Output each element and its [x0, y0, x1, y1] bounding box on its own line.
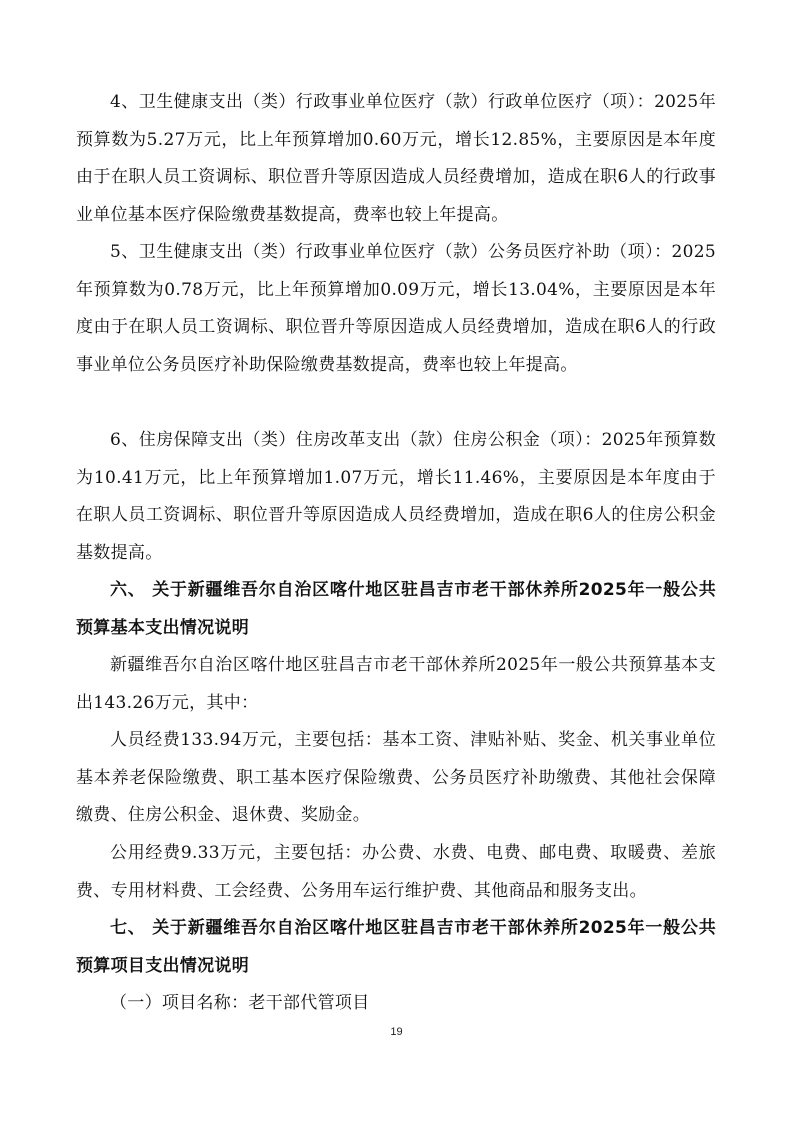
paragraph-item-4-health-admin-medical: 4、卫生健康支出（类）行政事业单位医疗（款）行政单位医疗（项）：2025年预算数为5.27万元，比上年预算增加0.60万元，增长12.85%，主要原因是本年度由于在职人员工资调标、职位晋升等原因造成人员经费增加，造成在职6人的行政事业单位基本医疗保险缴费基数提高，费率也较上年提高。	[76, 92, 716, 225]
paragraph-basic-expenditure-total: 新疆维吾尔自治区喀什地区驻昌吉市老干部休养所2025年一般公共预算基本支出143.26万元，其中：	[76, 655, 716, 713]
paragraph-project-name: （一）项目名称：老干部代管项目	[110, 993, 370, 1013]
paragraph-personnel-expenses: 人员经费133.94万元，主要包括：基本工资、津贴补贴、奖金、机关事业单位基本养老保险缴费、职工基本医疗保险缴费、公务员医疗补助缴费、其他社会保障缴费、住房公积金、退休费、奖励金。	[76, 730, 716, 825]
page-number: 19	[390, 1026, 403, 1038]
paragraph-public-expenses: 公用经费9.33万元，主要包括：办公费、水费、电费、邮电费、取暖费、差旅费、专用材料费、工会经费、公务用车运行维护费、其他商品和服务支出。	[76, 843, 716, 901]
paragraph-item-5-civil-servant-medical: 5、卫生健康支出（类）行政事业单位医疗（款）公务员医疗补助（项）：2025年预算数为0.78万元，比上年预算增加0.09万元，增长13.04%，主要原因是本年度由于在职人员工资调标、职位晋升等原因造成人员经费增加，造成在职6人的行政事业单位公务员医疗补助保险缴费基数提高，费率也较上年提高。	[76, 242, 716, 375]
section-heading-6-basic-expenditure: 六、 关于新疆维吾尔自治区喀什地区驻昌吉市老干部休养所2025年一般公共预算基本支出情况说明	[76, 580, 716, 638]
section-heading-7-project-expenditure: 七、 关于新疆维吾尔自治区喀什地区驻昌吉市老干部休养所2025年一般公共预算项目支出情况说明	[76, 918, 716, 976]
paragraph-item-6-housing-fund: 6、住房保障支出（类）住房改革支出（款）住房公积金（项）：2025年预算数为10.41万元，比上年预算增加1.07万元，增长11.46%，主要原因是本年度由于在职人员工资调标、职位晋升等原因造成人员经费增加，造成在职6人的住房公积金基数提高。	[76, 430, 716, 563]
